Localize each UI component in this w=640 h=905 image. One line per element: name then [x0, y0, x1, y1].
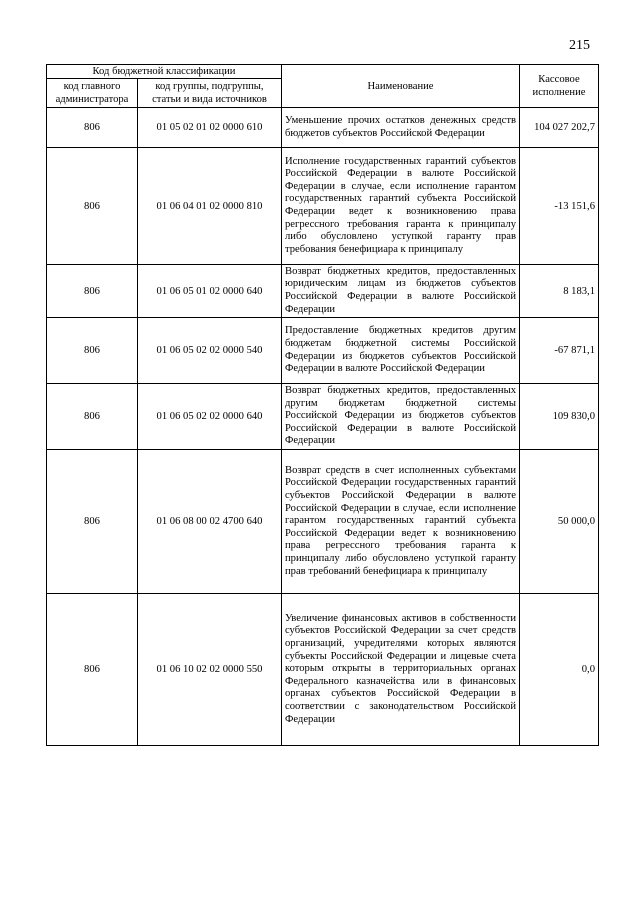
- cell-code: 01 06 05 02 02 0000 540: [138, 318, 282, 384]
- header-cash-execution: Кассовое исполнение: [520, 65, 599, 108]
- cell-admin: 806: [47, 265, 138, 318]
- table-row: [47, 265, 599, 318]
- cell-amount: 0,0: [520, 594, 599, 746]
- budget-classification-table: [46, 64, 599, 746]
- cell-name: Возврат бюджетных кредитов, предоставленных юридическим лицам из бюджетов субъектов Российской Федерации в валюте Российской Федерации: [282, 265, 520, 318]
- table-row: [47, 450, 599, 594]
- cell-name: Увеличение финансовых активов в собственности субъектов Российской Федерации за счет средств организаций, учредителями которых являются субъекты Российской Федерации и лицевые счета которым открыты в территориальных органах Федерального казначейства или в финансовых органах субъектов Российской Федерации в соответствии с законодательством Российской Федерации: [282, 594, 520, 746]
- cell-admin: 806: [47, 450, 138, 594]
- cell-admin: 806: [47, 318, 138, 384]
- table-row: [47, 384, 599, 450]
- cell-amount: -67 871,1: [520, 318, 599, 384]
- cell-admin: 806: [47, 384, 138, 450]
- header-name: Наименование: [282, 65, 520, 108]
- table-row: [47, 594, 599, 746]
- cell-admin: 806: [47, 594, 138, 746]
- page-number: 215: [569, 38, 590, 53]
- cell-name: Предоставление бюджетных кредитов другим бюджетам бюджетной системы Российской Федерации из бюджетов субъектов Российской Федерации в валюте Российской Федерации: [282, 318, 520, 384]
- cell-amount: -13 151,6: [520, 148, 599, 265]
- cell-amount: 104 027 202,7: [520, 108, 599, 148]
- cell-amount: 109 830,0: [520, 384, 599, 450]
- cell-code: 01 06 05 01 02 0000 640: [138, 265, 282, 318]
- cell-name: Возврат бюджетных кредитов, предоставленных другим бюджетам бюджетной системы Российской Федерации из бюджетов субъектов Российской Федерации в валюте Российской Федерации: [282, 384, 520, 450]
- header-source-code: код группы, подгруппы, статьи и вида источников: [138, 79, 282, 108]
- cell-code: 01 06 10 02 02 0000 550: [138, 594, 282, 746]
- cell-code: 01 05 02 01 02 0000 610: [138, 108, 282, 148]
- table-row: [47, 148, 599, 265]
- table-row: [47, 108, 599, 148]
- cell-amount: 50 000,0: [520, 450, 599, 594]
- cell-code: 01 06 04 01 02 0000 810: [138, 148, 282, 265]
- cell-admin: 806: [47, 148, 138, 265]
- cell-name: Возврат средств в счет исполненных субъектами Российской Федерации государственных гарантий субъектов Российской Федерации в валюте Российской Федерации в случае, если исполнение гарантом государственных гарантий субъекта Российской Федерации ведет к возникновению права регрессного требования гаранта к принципалу либо обусловлено уступкой гаранту прав требований бенефициара к принципалу: [282, 450, 520, 594]
- table-row: [47, 318, 599, 384]
- cell-name: Уменьшение прочих остатков денежных средств бюджетов субъектов Российской Федерации: [282, 108, 520, 148]
- cell-amount: 8 183,1: [520, 265, 599, 318]
- cell-code: 01 06 05 02 02 0000 640: [138, 384, 282, 450]
- cell-code: 01 06 08 00 02 4700 640: [138, 450, 282, 594]
- cell-name: Исполнение государственных гарантий субъектов Российской Федерации в валюте Российской Федерации в случае, если исполнение гарантом государственных гарантий субъекта Российской Федерации ведет к возникновению права регрессного требования гаранта к принципалу либо обусловлено уступкой гаранту прав требования бенефициара к принципалу: [282, 148, 520, 265]
- header-budget-classification: Код бюджетной классификации: [47, 65, 282, 79]
- header-admin-code: код главного администратора: [47, 79, 138, 108]
- cell-admin: 806: [47, 108, 138, 148]
